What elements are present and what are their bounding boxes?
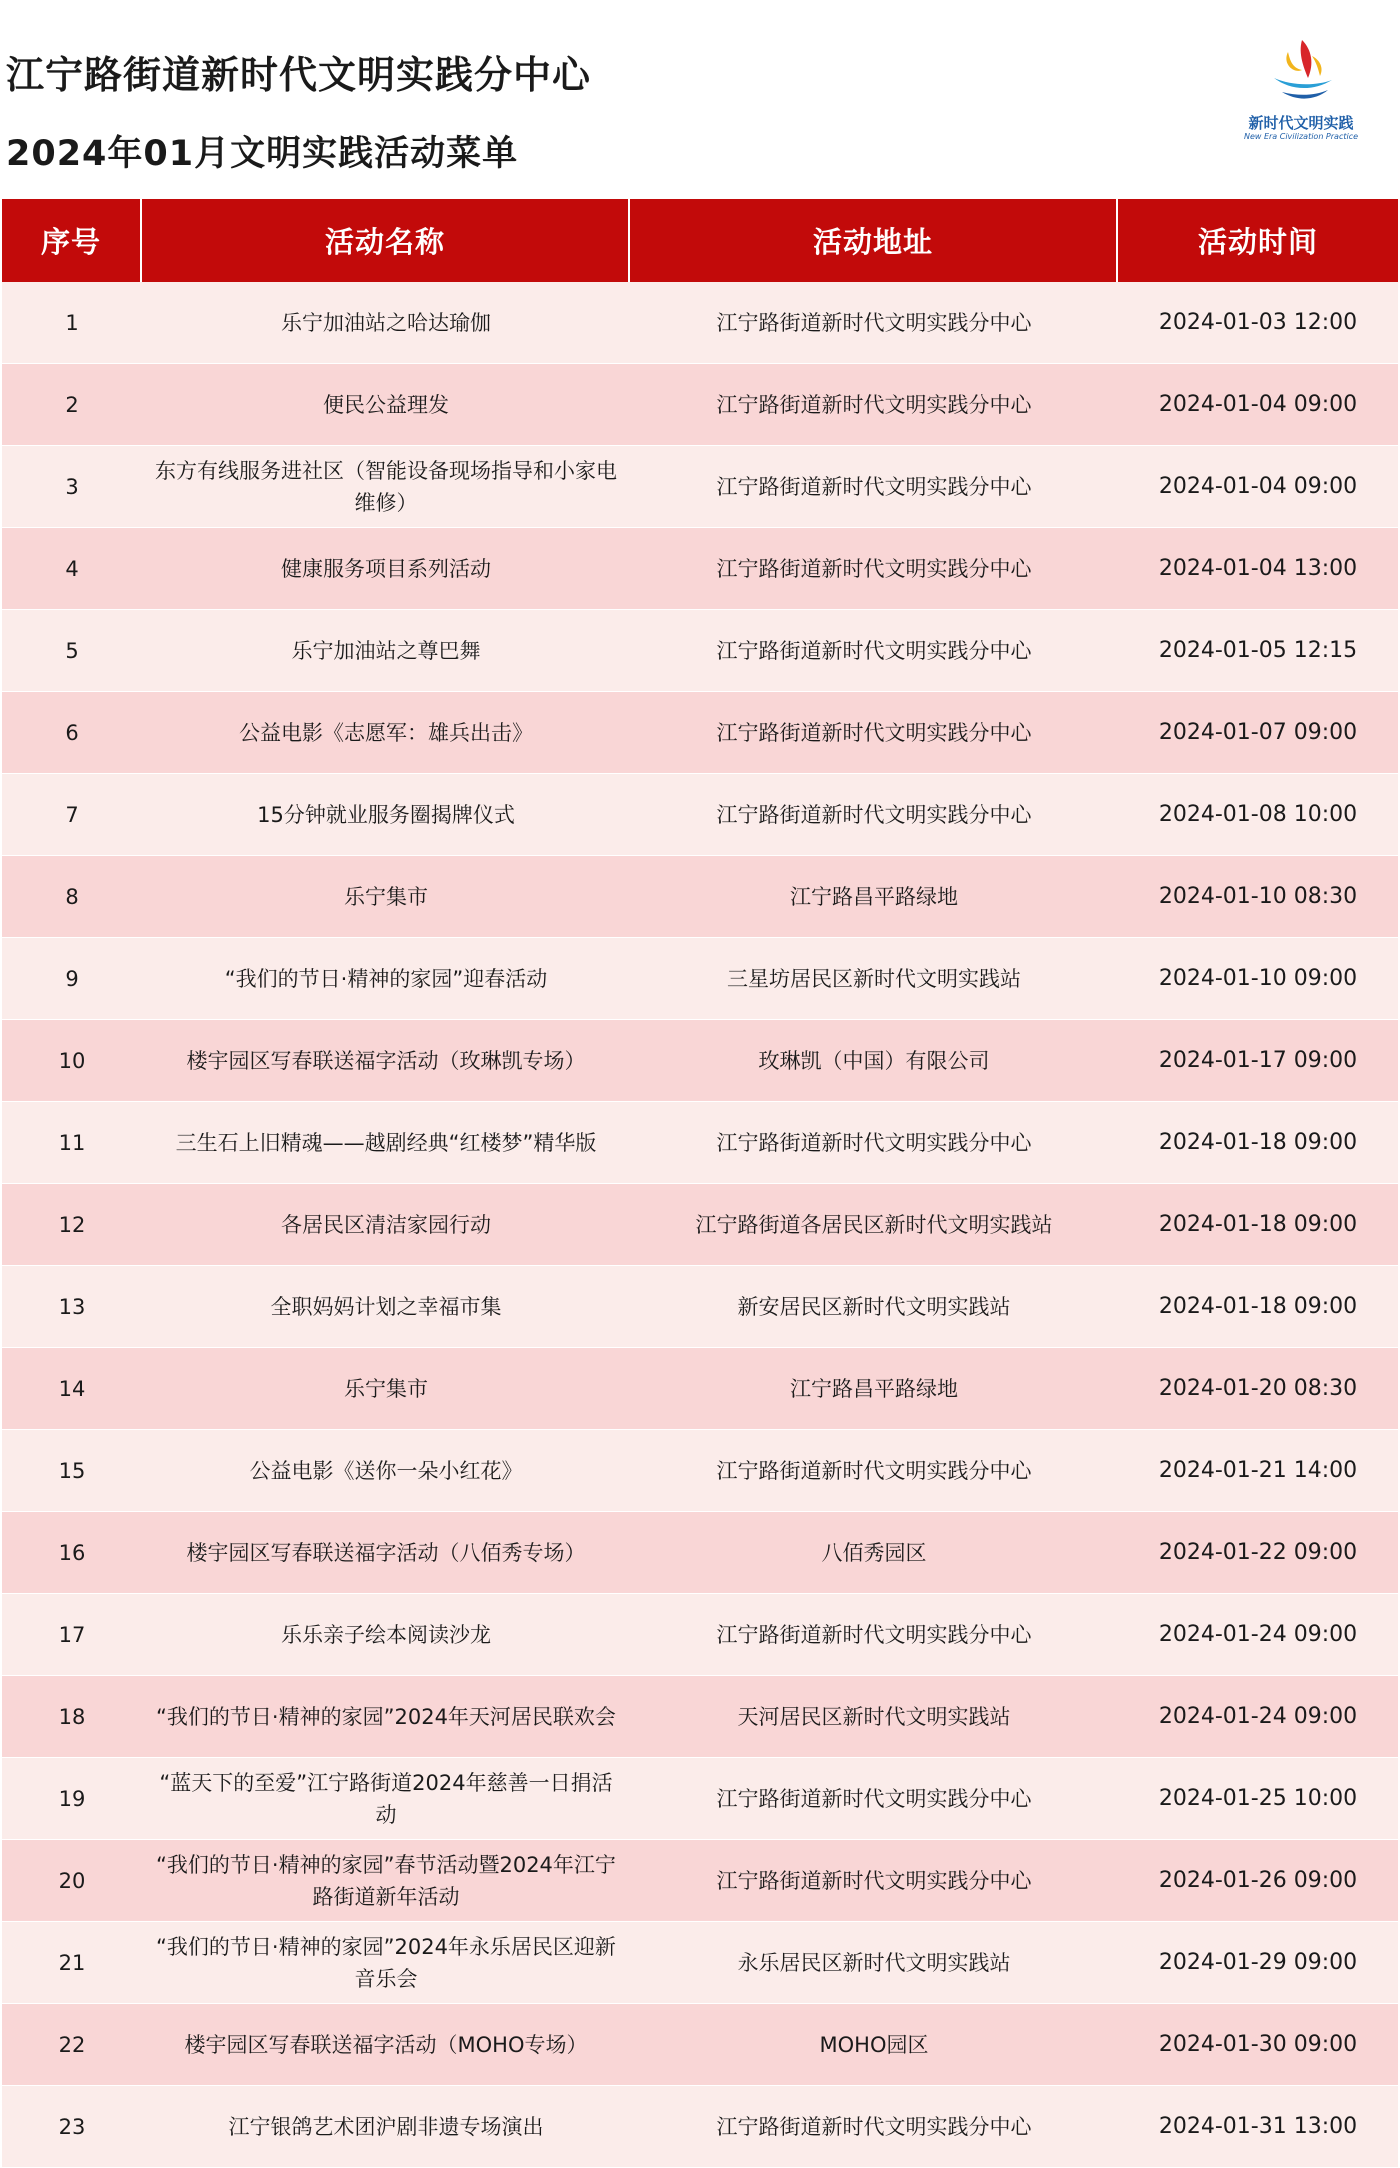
cell-address: 江宁路街道各居民区新时代文明实践站: [695, 1212, 1053, 1237]
cell-address: 江宁路街道新时代文明实践分中心: [716, 1786, 1032, 1811]
table-row: [2, 1430, 1398, 1512]
table-row: [2, 1840, 1398, 1922]
cell-time: 2024-01-04 09:00: [1158, 391, 1358, 417]
cell-number: 7: [65, 802, 79, 827]
cell-activity-name: 乐宁加油站之哈达瑜伽: [281, 310, 491, 335]
table-row: [2, 1512, 1398, 1594]
cell-activity-name: 健康服务项目系列活动: [281, 556, 491, 581]
cell-activity-name: “蓝天下的至爱”江宁路街道2024年慈善一日捐活动: [159, 1770, 613, 1827]
table-row: [2, 1184, 1398, 1266]
cell-activity-name: “我们的节日·精神的家园”2024年天河居民联欢会: [156, 1704, 616, 1729]
cell-activity-name: 便民公益理发: [323, 392, 449, 417]
cell-number: 22: [58, 2032, 86, 2057]
cell-number: 8: [65, 884, 79, 909]
cell-address: 江宁路昌平路绿地: [790, 1376, 958, 1401]
cell-time: 2024-01-10 09:00: [1158, 965, 1358, 991]
cell-number: 12: [58, 1212, 86, 1237]
cell-address: 江宁路街道新时代文明实践分中心: [716, 310, 1032, 335]
cell-activity-name: 公益电影《送你一朵小红花》: [249, 1458, 523, 1483]
table-header-row: [2, 199, 1398, 282]
cell-number: 16: [58, 1540, 86, 1565]
cell-time: 2024-01-18 09:00: [1158, 1129, 1358, 1155]
cell-address: 玫琳凯（中国）有限公司: [758, 1048, 990, 1073]
cell-activity-name: 乐宁集市: [344, 1376, 428, 1401]
cell-address: 江宁路街道新时代文明实践分中心: [716, 392, 1032, 417]
table-row: [2, 1758, 1398, 1840]
page-header: [0, 0, 1400, 195]
cell-time: 2024-01-31 13:00: [1158, 2113, 1358, 2139]
column-header-address: 活动地址: [630, 199, 1118, 282]
cell-address: 新安居民区新时代文明实践站: [737, 1294, 1011, 1319]
table-row: [2, 1102, 1398, 1184]
table-row: [2, 2004, 1398, 2086]
cell-activity-name: 三生石上旧精魂——越剧经典“红楼梦”精华版: [175, 1130, 597, 1155]
table-row: [2, 610, 1398, 692]
table-row: [2, 1266, 1398, 1348]
cell-number: 3: [65, 474, 79, 499]
cell-time: 2024-01-24 09:00: [1158, 1621, 1358, 1647]
cell-number: 14: [58, 1376, 86, 1401]
civilization-practice-logo: [1236, 34, 1366, 150]
logo-text: 新时代文明实践: [1248, 114, 1354, 132]
table-row: [2, 364, 1398, 446]
column-header-activity-name: 活动名称: [142, 199, 630, 282]
cell-time: 2024-01-03 12:00: [1158, 309, 1358, 335]
column-header-number: 序号: [2, 199, 142, 282]
cell-time: 2024-01-22 09:00: [1158, 1539, 1358, 1565]
cell-time: 2024-01-04 09:00: [1158, 473, 1358, 499]
cell-address: 江宁路街道新时代文明实践分中心: [716, 1130, 1032, 1155]
table-row: [2, 1594, 1398, 1676]
cell-activity-name: 楼宇园区写春联送福字活动（玫琳凯专场）: [186, 1048, 586, 1073]
cell-time: 2024-01-29 09:00: [1158, 1949, 1358, 1975]
cell-number: 4: [65, 556, 79, 581]
cell-address: 江宁路街道新时代文明实践分中心: [716, 1622, 1032, 1647]
cell-address: 三星坊居民区新时代文明实践站: [727, 966, 1021, 991]
column-header-time: 活动时间: [1118, 199, 1398, 282]
cell-time: 2024-01-10 08:30: [1158, 883, 1358, 909]
cell-address: 江宁路街道新时代文明实践分中心: [716, 720, 1032, 745]
table-row: [2, 774, 1398, 856]
logo-english-text: New Era Civilization Practice: [1243, 132, 1359, 141]
page-subtitle: 2024年01月文明实践活动菜单: [6, 134, 519, 174]
cell-activity-name: 15分钟就业服务圈揭牌仪式: [257, 802, 515, 827]
cell-address: 江宁路街道新时代文明实践分中心: [716, 474, 1032, 499]
cell-address: 天河居民区新时代文明实践站: [737, 1704, 1011, 1729]
cell-number: 15: [58, 1458, 86, 1483]
cell-address: 江宁路街道新时代文明实践分中心: [716, 1458, 1032, 1483]
cell-number: 9: [65, 966, 79, 991]
cell-address: 永乐居民区新时代文明实践站: [737, 1950, 1011, 1975]
cell-number: 5: [65, 638, 79, 663]
cell-address: 江宁路街道新时代文明实践分中心: [716, 2114, 1032, 2139]
cell-time: 2024-01-17 09:00: [1158, 1047, 1358, 1073]
cell-address: 江宁路昌平路绿地: [790, 884, 958, 909]
table-row: [2, 446, 1398, 528]
cell-number: 11: [58, 1130, 86, 1155]
page-title: 江宁路街道新时代文明实践分中心: [6, 53, 592, 97]
table-row: [2, 1020, 1398, 1102]
cell-activity-name: 乐乐亲子绘本阅读沙龙: [281, 1622, 491, 1647]
cell-activity-name: 楼宇园区写春联送福字活动（MOHO专场）: [184, 2032, 588, 2057]
cell-time: 2024-01-30 09:00: [1158, 2031, 1358, 2057]
cell-number: 23: [58, 2114, 86, 2139]
cell-activity-name: 全职妈妈计划之幸福市集: [270, 1294, 502, 1319]
activity-table: [2, 199, 1398, 2168]
cell-time: 2024-01-18 09:00: [1158, 1211, 1358, 1237]
cell-number: 6: [65, 720, 79, 745]
table-row: [2, 1676, 1398, 1758]
cell-time: 2024-01-25 10:00: [1158, 1785, 1358, 1811]
cell-time: 2024-01-26 09:00: [1158, 1867, 1358, 1893]
cell-number: 17: [58, 1622, 86, 1647]
cell-address: 八佰秀园区: [821, 1540, 927, 1565]
cell-number: 2: [65, 392, 79, 417]
cell-time: 2024-01-05 12:15: [1158, 637, 1358, 663]
cell-activity-name: 各居民区清洁家园行动: [281, 1212, 491, 1237]
cell-number: 13: [58, 1294, 86, 1319]
cell-address: 江宁路街道新时代文明实践分中心: [716, 638, 1032, 663]
cell-address: 江宁路街道新时代文明实践分中心: [716, 556, 1032, 581]
cell-number: 18: [58, 1704, 86, 1729]
cell-time: 2024-01-24 09:00: [1158, 1703, 1358, 1729]
table-row: [2, 856, 1398, 938]
cell-number: 19: [58, 1786, 86, 1811]
cell-activity-name: 乐宁加油站之尊巴舞: [291, 638, 481, 663]
cell-number: 10: [58, 1048, 86, 1073]
cell-activity-name: 楼宇园区写春联送福字活动（八佰秀专场）: [186, 1540, 586, 1565]
cell-activity-name: “我们的节日·精神的家园”2024年永乐居民区迎新音乐会: [156, 1934, 616, 1991]
cell-activity-name: 东方有线服务进社区（智能设备现场指导和小家电维修）: [155, 458, 617, 515]
cell-address: 江宁路街道新时代文明实践分中心: [716, 1868, 1032, 1893]
table-row: [2, 692, 1398, 774]
cell-number: 21: [58, 1950, 86, 1975]
cell-time: 2024-01-04 13:00: [1158, 555, 1358, 581]
cell-activity-name: 乐宁集市: [344, 884, 428, 909]
cell-activity-name: “我们的节日·精神的家园”春节活动暨2024年江宁路街道新年活动: [156, 1852, 616, 1909]
table-row: [2, 528, 1398, 610]
table-row: [2, 938, 1398, 1020]
cell-time: 2024-01-20 08:30: [1158, 1375, 1358, 1401]
table-row: [2, 282, 1398, 364]
cell-activity-name: 公益电影《志愿军：雄兵出击》: [239, 720, 533, 745]
cell-time: 2024-01-07 09:00: [1158, 719, 1358, 745]
cell-time: 2024-01-18 09:00: [1158, 1293, 1358, 1319]
table-row: [2, 1348, 1398, 1430]
cell-number: 1: [65, 310, 79, 335]
logo-mark-icon: [1268, 34, 1338, 108]
table-body: [2, 282, 1398, 2168]
cell-activity-name: “我们的节日·精神的家园”迎春活动: [224, 966, 548, 991]
cell-time: 2024-01-21 14:00: [1158, 1457, 1358, 1483]
cell-address: 江宁路街道新时代文明实践分中心: [716, 802, 1032, 827]
table-row: [2, 2086, 1398, 2168]
cell-activity-name: 江宁银鸽艺术团沪剧非遗专场演出: [228, 2114, 544, 2139]
cell-number: 20: [58, 1868, 86, 1893]
cell-time: 2024-01-08 10:00: [1158, 801, 1358, 827]
table-row: [2, 1922, 1398, 2004]
cell-address: MOHO园区: [819, 2032, 929, 2057]
